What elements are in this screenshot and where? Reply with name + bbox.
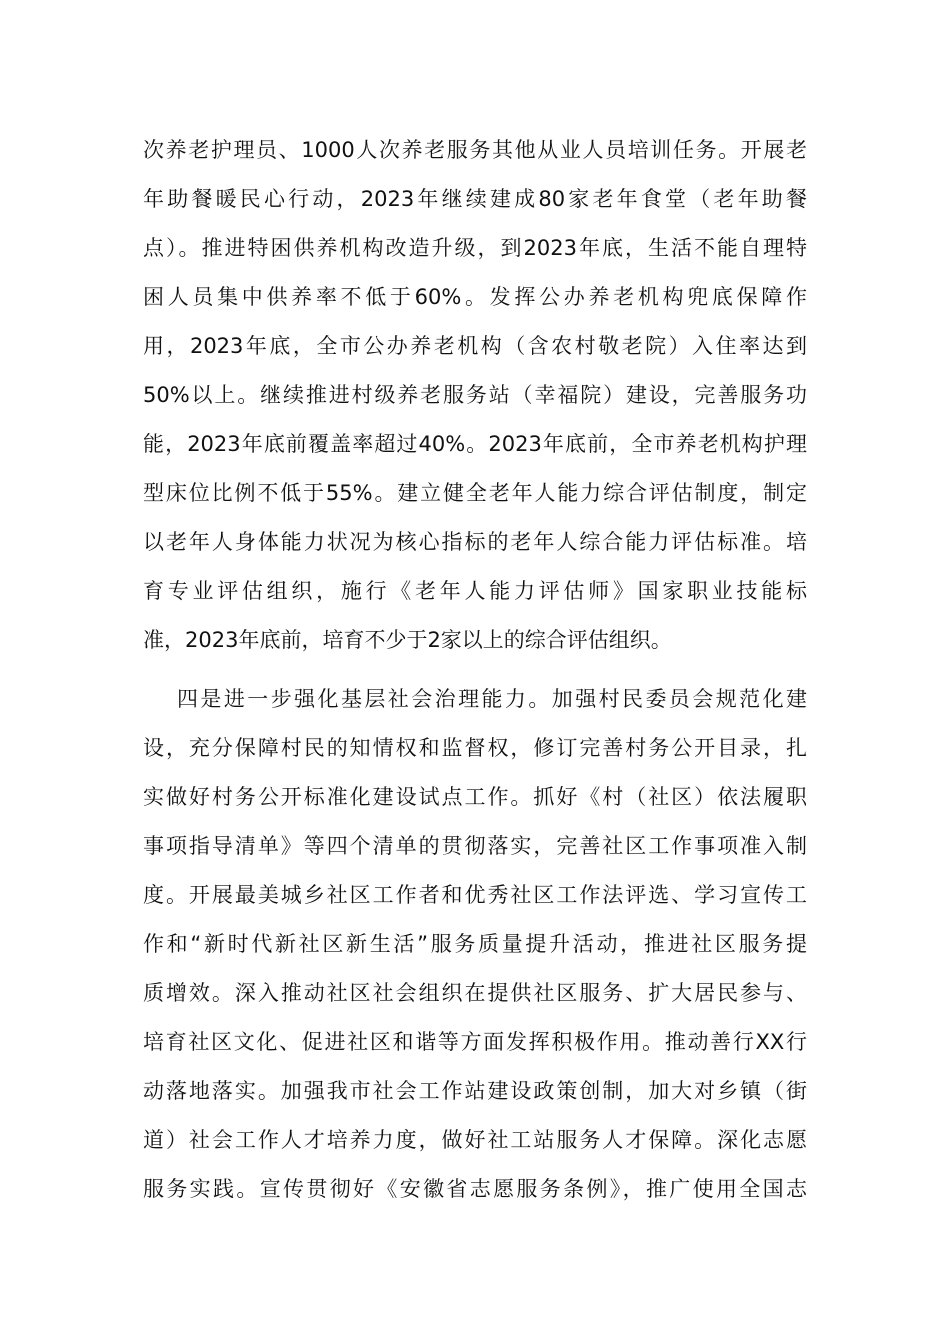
paragraph-line: 年助餐暖民心行动，2023年继续建成80家老年食堂（老年助餐 <box>143 187 807 211</box>
paragraph-line: 实做好村务公开标准化建设试点工作。抓好《村（社区）依法履职 <box>143 785 807 809</box>
paragraph-line: 点）。推进特困供养机构改造升级，到2023年底，生活不能自理特 <box>143 236 807 260</box>
paragraph-line: 设，充分保障村民的知情权和监督权，修订完善村务公开目录，扎 <box>143 736 807 760</box>
paragraph-line: 困人员集中供养率不低于60%。发挥公办养老机构兜底保障作 <box>143 285 807 309</box>
paragraph-line: 以老年人身体能力状况为核心指标的老年人综合能力评估标准。培 <box>143 530 807 554</box>
paragraph-line: 四是进一步强化基层社会治理能力。加强村民委员会规范化建 <box>177 687 807 711</box>
paragraph-line: 作和“新时代新社区新生活”服务质量提升活动，推进社区服务提 <box>143 932 807 956</box>
paragraph-2 <box>143 675 807 1214</box>
paragraph-line: 度。开展最美城乡社区工作者和优秀社区工作法评选、学习宣传工 <box>143 883 807 907</box>
paragraph-line: 用，2023年底，全市公办养老机构（含农村敬老院）入住率达到 <box>143 334 807 358</box>
paragraph-line: 动落地落实。加强我市社会工作站建设政策创制，加大对乡镇（街 <box>143 1079 807 1103</box>
paragraph-line: 50%以上。继续推进村级养老服务站（幸福院）建设，完善服务功 <box>143 383 807 407</box>
paragraph-line: 质增效。深入推动社区社会组织在提供社区服务、扩大居民参与、 <box>143 981 807 1005</box>
paragraph-line: 准，2023年底前，培育不少于2家以上的综合评估组织。 <box>143 628 672 652</box>
paragraph-line: 育专业评估组织，施行《老年人能力评估师》国家职业技能标 <box>143 579 807 603</box>
paragraph-1 <box>143 126 807 665</box>
paragraph-line: 服务实践。宣传贯彻好《安徽省志愿服务条例》，推广使用全国志 <box>143 1177 807 1201</box>
paragraph-line: 道）社会工作人才培养力度，做好社工站服务人才保障。深化志愿 <box>143 1128 807 1152</box>
paragraph-line: 事项指导清单》等四个清单的贯彻落实，完善社区工作事项准入制 <box>143 834 807 858</box>
paragraph-line: 能，2023年底前覆盖率超过40%。2023年底前，全市养老机构护理 <box>143 432 807 456</box>
paragraph-line: 次养老护理员、1000人次养老服务其他从业人员培训任务。开展老 <box>143 138 807 162</box>
paragraph-line: 培育社区文化、促进社区和谐等方面发挥积极作用。推动善行XX行 <box>143 1030 807 1054</box>
paragraph-line: 型床位比例不低于55%。建立健全老年人能力综合评估制度，制定 <box>143 481 807 505</box>
